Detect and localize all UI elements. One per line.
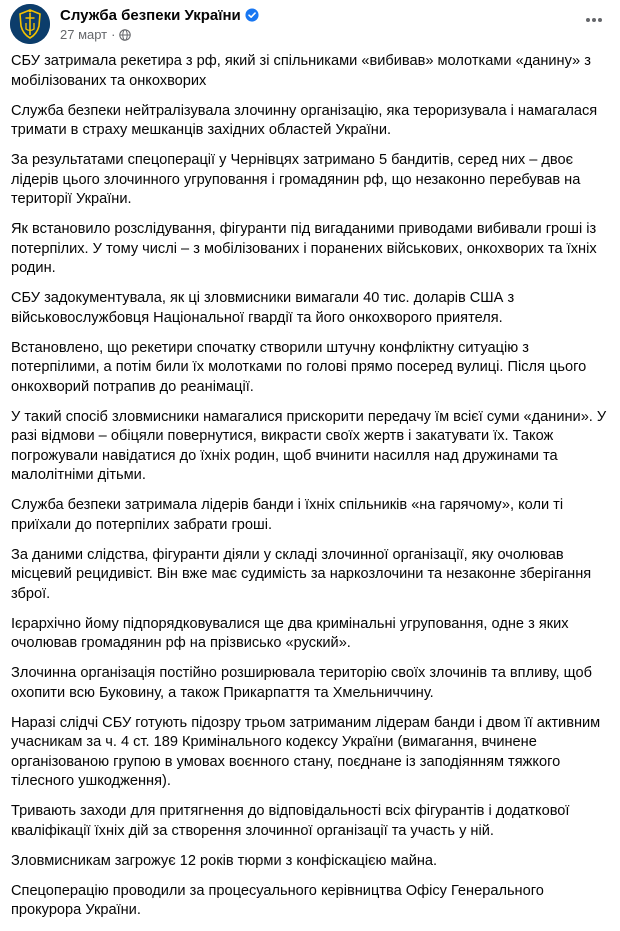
post-paragraph: Служба безпеки нейтралізувала злочинну організацію, яка тероризувала і намагалася тримати в страху мешканців західних областей України.	[11, 102, 598, 138]
post-paragraph: Встановлено, що рекетири спочатку створили штучну конфліктну ситуацію з потерпілими, а потім били їх молотками по голові прямо посеред вулиці. Після цього онкохворий потрапив до реанімації.	[11, 339, 587, 395]
page-name-link[interactable]	[60, 7, 259, 24]
globe-icon[interactable]	[119, 29, 131, 41]
meta-separator: ·	[111, 27, 116, 42]
post-paragraph: За даними слідства, фігуранти діяли у складі злочинної організації, яку очолював місцевий рецидивіст. Він вже має судимість за наркозлочини та незаконне зберігання зброї.	[11, 546, 592, 602]
post-text	[11, 52, 607, 931]
post-paragraph: Злочинна організація постійно розширювала територію своїх злочинів та впливу, щоб охопити всю Буковину, а також Прикарпаття та Хмельниччину.	[11, 665, 592, 701]
post-paragraph: За результатами спецоперації у Чернівцях затримано 5 бандитів, серед них – двоє лідерів цього злочинного угруповання і громадянин рф, що незаконно перебував на території України.	[11, 152, 581, 207]
post-paragraph: Спецоперацію проводили за процесуального керівництва Офісу Генерального прокурора України.	[11, 882, 544, 918]
verified-badge-icon	[245, 8, 259, 22]
post-date[interactable]: 27 март	[60, 27, 108, 42]
post-paragraph: СБУ затримала рекетира з рф, який зі спільниками «вибивав» молотками «данину» з мобілізованих та онкохворих	[11, 53, 591, 89]
post-meta	[60, 27, 131, 42]
avatar[interactable]	[10, 4, 50, 44]
page-name[interactable]: Служба безпеки України	[60, 7, 241, 24]
post-paragraph: Служба безпеки затримала лідерів банди і їхніх спільників «на гарячому», коли ті приїхали до потерпілих забрати гроші.	[11, 497, 564, 533]
post-paragraph: Ієрархічно йому підпорядковувалися ще два кримінальні угруповання, одне з яких очолював громадянин рф на прізвисько «руский».	[11, 615, 569, 651]
post-paragraph: Тривають заходи для притягнення до відповідальності всіх фігурантів і додаткової кваліфікації їхніх дій за створення злочинної організації та участь у ній.	[11, 803, 570, 839]
post-paragraph: Зловмисникам загрожує 12 років тюрми з конфіскацією майна.	[11, 852, 438, 869]
more-options-button[interactable]	[580, 10, 608, 30]
post-paragraph: СБУ задокументувала, як ці зловмисники вимагали 40 тис. доларів США з військовослужбовця Національної гвардії та його онкохворого приятеля.	[11, 290, 515, 326]
post-header	[10, 4, 610, 48]
post-paragraph: Наразі слідчі СБУ готують підозру трьом затриманим лідерам банди і двом її активним учасникам за ч. 4 ст. 189 Кримінального кодексу України (вимагання, вчинене організованою групою в умовах воєнного стану, поєднане із заподіянням тяжкого тілесного ушкодження).	[11, 714, 601, 789]
post-paragraph: Як встановило розслідування, фігуранти під вигаданими приводами вибивали гроші із потерпілих. У тому числі – з мобілізованих і поранених військових, онкохворих та їхніх родин.	[11, 221, 597, 276]
ssu-emblem-icon	[10, 4, 50, 44]
post-paragraph: У такий спосіб зловмисники намагалися прискорити передачу їм всієї суми «данини». У разі відмови – обіцяли повернутися, викрасти своїх жертв і закатувати їх. Також погрожували навідатися до їхніх родин, щоб вчинити насилля над дружинами та малолітніми дітьми.	[11, 408, 607, 483]
more-options-icon	[580, 10, 608, 30]
